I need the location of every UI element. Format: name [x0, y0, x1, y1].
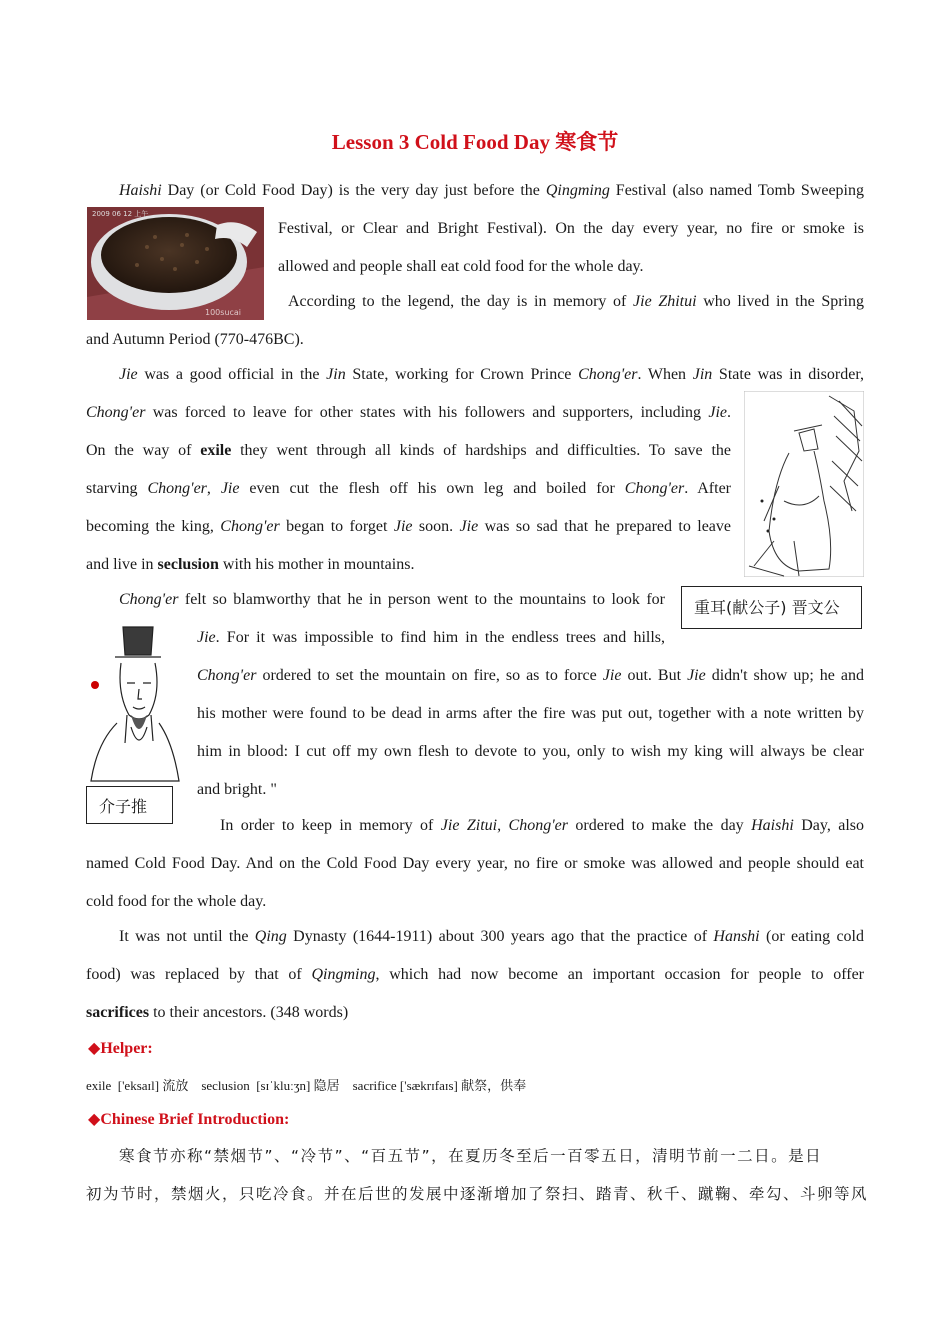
- text-line: According to the legend, the day is in memory of Jie Zhitui who lived in the Spring: [288, 293, 864, 310]
- jie-label-text: 介子推: [99, 797, 148, 816]
- page-title: Lesson 3 Cold Food Day 寒食节: [331, 130, 619, 154]
- text-line: and bright. ": [197, 781, 277, 798]
- text-line: Festival, or Clear and Bright Festival). On the day every year, no fire or smoke is: [278, 220, 864, 237]
- text-line: sacrifices to their ancestors. (348 words): [86, 1004, 349, 1021]
- diamond-bullet-icon: ◆: [88, 1111, 101, 1128]
- text-line: and live in seclusion with his mother in mountains.: [86, 556, 415, 573]
- chonger-label: [681, 586, 862, 629]
- porridge-photo: [87, 207, 264, 320]
- text-line: becoming the king, Chong'er began to forget Jie soon. Jie was so sad that he prepared to leave: [86, 518, 732, 535]
- helper-vocab: exile ['eksaɪl] 流放 seclusion [sɪˈkluːʒn] 隐居 sacrifice ['sækrɪfaɪs] 献祭，供奉: [86, 1078, 527, 1093]
- text-line: and Autumn Period (770-476BC).: [86, 331, 304, 348]
- chinese-line: 初为节时，禁烟火，只吃冷食。并在后世的发展中逐渐增加了祭扫、踏青、秋千、蹴鞠、牵勾、斗卵等风: [86, 1185, 869, 1203]
- chinese-heading-text: Chinese Brief Introduction:: [100, 1111, 290, 1128]
- text-line: In order to keep in memory of Jie Zitui, Chong'er ordered to make the day Haishi Day, also: [220, 817, 865, 834]
- text-line: It was not until the Qing Dynasty (1644-1911) about 300 years ago that the practice of Hanshi (or eating cold: [119, 928, 865, 945]
- chinese-heading: [88, 1110, 289, 1130]
- diamond-bullet-icon: ◆: [88, 1040, 101, 1057]
- text-line: Jie was a good official in the Jin State, working for Crown Prince Chong'er. When Jin State was in disorder,: [119, 366, 865, 383]
- text-line: Chong'er ordered to set the mountain on fire, so as to force Jie out. But Jie didn't show up; he and: [197, 667, 865, 684]
- text-line: Chong'er was forced to leave for other states with his followers and supporters, including Jie.: [86, 404, 731, 421]
- helper-heading-text: Helper:: [100, 1040, 153, 1057]
- text-line: Chong'er felt so blamworthy that he in person went to the mountains to look for: [119, 591, 665, 608]
- text-line: On the way of exile they went through all kinds of hardships and difficulties. To save the: [86, 442, 731, 459]
- svg-text:2009 06 12 上午: 2009 06 12 上午: [92, 210, 149, 218]
- chinese-line: 寒食节亦称“禁烟节”、“冷节”、“百五节”，在夏历冬至后一百零五日，清明节前一二日。是日: [119, 1147, 823, 1165]
- jie-label: [86, 786, 173, 824]
- chonger-label-text: 重耳(献公子) 晋文公: [694, 598, 840, 617]
- text-line: his mother were found to be dead in arms after the fire was put out, together with a note written by: [197, 705, 864, 722]
- text-line: cold food for the whole day.: [86, 893, 267, 910]
- watermark-text: 100sucai: [205, 308, 242, 317]
- text-line: named Cold Food Day. And on the Cold Food Day every year, no fire or smoke was allowed and people should eat: [86, 855, 864, 872]
- chonger-illustration: [744, 391, 864, 577]
- text-line: starving Chong'er, Jie even cut the flesh off his own leg and boiled for Chong'er. After: [86, 480, 732, 497]
- text-line: Jie. For it was impossible to find him in the endless trees and hills,: [197, 629, 665, 646]
- helper-heading: [88, 1039, 153, 1059]
- text-line: allowed and people shall eat cold food for the whole day.: [278, 258, 644, 275]
- text-line: Haishi Day (or Cold Food Day) is the very day just before the Qingming Festival (also named Tomb Sweeping: [119, 182, 865, 199]
- text-line: food) was replaced by that of Qingming, which had now become an important occasion for people to offer: [86, 966, 865, 983]
- jie-zhitui-illustration: [87, 623, 183, 785]
- text-line: him in blood: I cut off my own flesh to devote to you, only to wish my king will always be clear: [197, 743, 864, 760]
